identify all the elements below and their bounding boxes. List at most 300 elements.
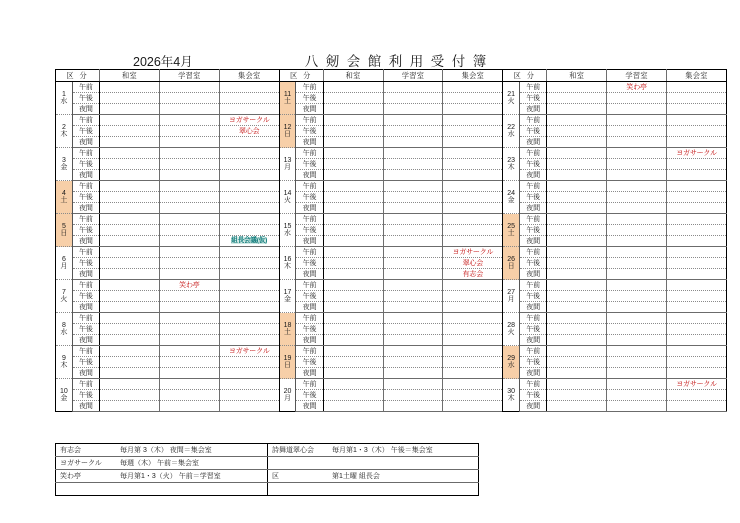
empty-booking-cell[interactable] <box>100 324 160 335</box>
empty-booking-cell[interactable] <box>159 346 219 357</box>
empty-booking-cell[interactable] <box>383 346 443 357</box>
empty-booking-cell[interactable] <box>607 170 667 181</box>
date-cell[interactable] <box>279 115 296 148</box>
empty-booking-cell[interactable] <box>667 192 727 203</box>
empty-booking-cell[interactable] <box>667 368 727 379</box>
empty-booking-cell[interactable] <box>667 214 727 225</box>
empty-booking-cell[interactable] <box>667 269 727 280</box>
empty-booking-cell[interactable] <box>443 159 503 170</box>
empty-booking-cell[interactable] <box>323 93 383 104</box>
empty-booking-cell[interactable] <box>219 104 279 115</box>
empty-booking-cell[interactable] <box>667 291 727 302</box>
date-cell[interactable] <box>56 214 73 247</box>
empty-booking-cell[interactable] <box>100 192 160 203</box>
empty-booking-cell[interactable] <box>547 280 607 291</box>
empty-booking-cell[interactable] <box>383 269 443 280</box>
date-cell[interactable] <box>56 115 73 148</box>
date-cell[interactable] <box>279 82 296 115</box>
empty-booking-cell[interactable] <box>100 181 160 192</box>
date-cell[interactable] <box>56 148 73 181</box>
date-cell[interactable] <box>56 346 73 379</box>
empty-booking-cell[interactable] <box>383 181 443 192</box>
empty-booking-cell[interactable] <box>323 302 383 313</box>
empty-booking-cell[interactable] <box>323 181 383 192</box>
empty-booking-cell[interactable] <box>100 357 160 368</box>
empty-booking-cell[interactable] <box>323 203 383 214</box>
empty-booking-cell[interactable] <box>607 258 667 269</box>
empty-booking-cell[interactable] <box>383 104 443 115</box>
booking-cell[interactable] <box>443 247 503 258</box>
empty-booking-cell[interactable] <box>323 258 383 269</box>
empty-booking-cell[interactable] <box>667 236 727 247</box>
empty-booking-cell[interactable] <box>547 258 607 269</box>
empty-booking-cell[interactable] <box>667 390 727 401</box>
empty-booking-cell[interactable] <box>219 82 279 93</box>
empty-booking-cell[interactable] <box>667 225 727 236</box>
empty-booking-cell[interactable] <box>219 258 279 269</box>
empty-booking-cell[interactable] <box>100 291 160 302</box>
empty-booking-cell[interactable] <box>383 214 443 225</box>
empty-booking-cell[interactable] <box>159 214 219 225</box>
empty-booking-cell[interactable] <box>443 346 503 357</box>
empty-booking-cell[interactable] <box>547 170 607 181</box>
empty-booking-cell[interactable] <box>159 368 219 379</box>
empty-booking-cell[interactable] <box>159 390 219 401</box>
date-cell[interactable] <box>56 181 73 214</box>
empty-booking-cell[interactable] <box>219 324 279 335</box>
date-cell[interactable] <box>503 115 520 148</box>
empty-booking-cell[interactable] <box>323 368 383 379</box>
empty-booking-cell[interactable] <box>100 148 160 159</box>
empty-booking-cell[interactable] <box>100 115 160 126</box>
empty-booking-cell[interactable] <box>667 302 727 313</box>
empty-booking-cell[interactable] <box>323 137 383 148</box>
empty-booking-cell[interactable] <box>219 302 279 313</box>
empty-booking-cell[interactable] <box>219 225 279 236</box>
empty-booking-cell[interactable] <box>383 170 443 181</box>
empty-booking-cell[interactable] <box>100 390 160 401</box>
empty-booking-cell[interactable] <box>607 203 667 214</box>
empty-booking-cell[interactable] <box>159 258 219 269</box>
empty-booking-cell[interactable] <box>443 82 503 93</box>
empty-booking-cell[interactable] <box>443 291 503 302</box>
date-cell[interactable] <box>279 379 296 412</box>
empty-booking-cell[interactable] <box>443 214 503 225</box>
empty-booking-cell[interactable] <box>547 115 607 126</box>
empty-booking-cell[interactable] <box>219 247 279 258</box>
empty-booking-cell[interactable] <box>607 269 667 280</box>
empty-booking-cell[interactable] <box>219 93 279 104</box>
empty-booking-cell[interactable] <box>323 247 383 258</box>
empty-booking-cell[interactable] <box>607 280 667 291</box>
empty-booking-cell[interactable] <box>100 401 160 412</box>
empty-booking-cell[interactable] <box>667 203 727 214</box>
empty-booking-cell[interactable] <box>159 192 219 203</box>
empty-booking-cell[interactable] <box>547 401 607 412</box>
empty-booking-cell[interactable] <box>323 170 383 181</box>
empty-booking-cell[interactable] <box>547 192 607 203</box>
empty-booking-cell[interactable] <box>100 313 160 324</box>
empty-booking-cell[interactable] <box>159 104 219 115</box>
empty-booking-cell[interactable] <box>667 247 727 258</box>
empty-booking-cell[interactable] <box>607 93 667 104</box>
empty-booking-cell[interactable] <box>383 115 443 126</box>
booking-cell[interactable] <box>443 269 503 280</box>
empty-booking-cell[interactable] <box>159 379 219 390</box>
date-cell[interactable] <box>279 247 296 280</box>
date-cell[interactable] <box>279 148 296 181</box>
empty-booking-cell[interactable] <box>323 115 383 126</box>
empty-booking-cell[interactable] <box>219 291 279 302</box>
empty-booking-cell[interactable] <box>219 269 279 280</box>
empty-booking-cell[interactable] <box>607 368 667 379</box>
empty-booking-cell[interactable] <box>607 390 667 401</box>
empty-booking-cell[interactable] <box>443 390 503 401</box>
empty-booking-cell[interactable] <box>159 247 219 258</box>
date-cell[interactable] <box>503 148 520 181</box>
empty-booking-cell[interactable] <box>323 335 383 346</box>
empty-booking-cell[interactable] <box>323 126 383 137</box>
empty-booking-cell[interactable] <box>159 269 219 280</box>
empty-booking-cell[interactable] <box>159 291 219 302</box>
empty-booking-cell[interactable] <box>159 181 219 192</box>
date-cell[interactable] <box>56 379 73 412</box>
empty-booking-cell[interactable] <box>383 390 443 401</box>
empty-booking-cell[interactable] <box>667 170 727 181</box>
empty-booking-cell[interactable] <box>159 335 219 346</box>
empty-booking-cell[interactable] <box>443 203 503 214</box>
empty-booking-cell[interactable] <box>159 126 219 137</box>
empty-booking-cell[interactable] <box>607 247 667 258</box>
empty-booking-cell[interactable] <box>323 357 383 368</box>
empty-booking-cell[interactable] <box>323 346 383 357</box>
date-cell[interactable] <box>503 214 520 247</box>
empty-booking-cell[interactable] <box>219 170 279 181</box>
empty-booking-cell[interactable] <box>383 401 443 412</box>
booking-cell[interactable] <box>607 82 667 93</box>
empty-booking-cell[interactable] <box>219 192 279 203</box>
empty-booking-cell[interactable] <box>667 115 727 126</box>
empty-booking-cell[interactable] <box>443 313 503 324</box>
empty-booking-cell[interactable] <box>547 302 607 313</box>
empty-booking-cell[interactable] <box>100 302 160 313</box>
date-cell[interactable] <box>56 247 73 280</box>
empty-booking-cell[interactable] <box>100 104 160 115</box>
empty-booking-cell[interactable] <box>383 291 443 302</box>
empty-booking-cell[interactable] <box>219 203 279 214</box>
empty-booking-cell[interactable] <box>159 302 219 313</box>
date-cell[interactable] <box>503 346 520 379</box>
empty-booking-cell[interactable] <box>323 214 383 225</box>
empty-booking-cell[interactable] <box>443 236 503 247</box>
empty-booking-cell[interactable] <box>100 247 160 258</box>
empty-booking-cell[interactable] <box>607 225 667 236</box>
empty-booking-cell[interactable] <box>323 236 383 247</box>
booking-cell[interactable] <box>219 346 279 357</box>
empty-booking-cell[interactable] <box>547 137 607 148</box>
empty-booking-cell[interactable] <box>159 313 219 324</box>
empty-booking-cell[interactable] <box>219 335 279 346</box>
date-cell[interactable] <box>503 181 520 214</box>
empty-booking-cell[interactable] <box>323 280 383 291</box>
booking-cell[interactable] <box>219 126 279 137</box>
empty-booking-cell[interactable] <box>323 148 383 159</box>
empty-booking-cell[interactable] <box>607 126 667 137</box>
empty-booking-cell[interactable] <box>443 357 503 368</box>
empty-booking-cell[interactable] <box>159 115 219 126</box>
empty-booking-cell[interactable] <box>323 379 383 390</box>
empty-booking-cell[interactable] <box>100 368 160 379</box>
empty-booking-cell[interactable] <box>323 313 383 324</box>
empty-booking-cell[interactable] <box>607 379 667 390</box>
empty-booking-cell[interactable] <box>547 390 607 401</box>
empty-booking-cell[interactable] <box>383 258 443 269</box>
empty-booking-cell[interactable] <box>219 390 279 401</box>
booking-cell[interactable] <box>219 236 279 247</box>
empty-booking-cell[interactable] <box>667 126 727 137</box>
empty-booking-cell[interactable] <box>547 225 607 236</box>
empty-booking-cell[interactable] <box>323 324 383 335</box>
empty-booking-cell[interactable] <box>383 280 443 291</box>
empty-booking-cell[interactable] <box>547 104 607 115</box>
empty-booking-cell[interactable] <box>219 148 279 159</box>
empty-booking-cell[interactable] <box>100 346 160 357</box>
empty-booking-cell[interactable] <box>443 192 503 203</box>
empty-booking-cell[interactable] <box>100 258 160 269</box>
booking-cell[interactable] <box>219 115 279 126</box>
date-cell[interactable] <box>279 346 296 379</box>
date-cell[interactable] <box>503 313 520 346</box>
empty-booking-cell[interactable] <box>159 225 219 236</box>
empty-booking-cell[interactable] <box>547 368 607 379</box>
empty-booking-cell[interactable] <box>159 82 219 93</box>
empty-booking-cell[interactable] <box>323 269 383 280</box>
empty-booking-cell[interactable] <box>607 214 667 225</box>
empty-booking-cell[interactable] <box>607 148 667 159</box>
empty-booking-cell[interactable] <box>383 225 443 236</box>
empty-booking-cell[interactable] <box>443 126 503 137</box>
empty-booking-cell[interactable] <box>219 181 279 192</box>
empty-booking-cell[interactable] <box>100 236 160 247</box>
empty-booking-cell[interactable] <box>667 82 727 93</box>
empty-booking-cell[interactable] <box>547 93 607 104</box>
empty-booking-cell[interactable] <box>607 104 667 115</box>
empty-booking-cell[interactable] <box>159 148 219 159</box>
empty-booking-cell[interactable] <box>547 82 607 93</box>
empty-booking-cell[interactable] <box>607 302 667 313</box>
empty-booking-cell[interactable] <box>443 280 503 291</box>
empty-booking-cell[interactable] <box>607 181 667 192</box>
empty-booking-cell[interactable] <box>547 214 607 225</box>
empty-booking-cell[interactable] <box>100 137 160 148</box>
empty-booking-cell[interactable] <box>219 357 279 368</box>
empty-booking-cell[interactable] <box>443 379 503 390</box>
empty-booking-cell[interactable] <box>100 126 160 137</box>
empty-booking-cell[interactable] <box>383 247 443 258</box>
empty-booking-cell[interactable] <box>100 379 160 390</box>
date-cell[interactable] <box>279 313 296 346</box>
empty-booking-cell[interactable] <box>100 225 160 236</box>
empty-booking-cell[interactable] <box>383 93 443 104</box>
empty-booking-cell[interactable] <box>100 93 160 104</box>
empty-booking-cell[interactable] <box>667 401 727 412</box>
empty-booking-cell[interactable] <box>547 181 607 192</box>
empty-booking-cell[interactable] <box>547 313 607 324</box>
empty-booking-cell[interactable] <box>383 192 443 203</box>
empty-booking-cell[interactable] <box>159 401 219 412</box>
empty-booking-cell[interactable] <box>667 357 727 368</box>
empty-booking-cell[interactable] <box>443 368 503 379</box>
empty-booking-cell[interactable] <box>219 280 279 291</box>
empty-booking-cell[interactable] <box>607 236 667 247</box>
empty-booking-cell[interactable] <box>383 82 443 93</box>
empty-booking-cell[interactable] <box>100 280 160 291</box>
empty-booking-cell[interactable] <box>443 115 503 126</box>
empty-booking-cell[interactable] <box>323 104 383 115</box>
empty-booking-cell[interactable] <box>383 335 443 346</box>
empty-booking-cell[interactable] <box>667 104 727 115</box>
empty-booking-cell[interactable] <box>547 335 607 346</box>
empty-booking-cell[interactable] <box>100 159 160 170</box>
empty-booking-cell[interactable] <box>547 126 607 137</box>
empty-booking-cell[interactable] <box>547 379 607 390</box>
empty-booking-cell[interactable] <box>323 291 383 302</box>
empty-booking-cell[interactable] <box>607 357 667 368</box>
empty-booking-cell[interactable] <box>323 401 383 412</box>
empty-booking-cell[interactable] <box>667 159 727 170</box>
empty-booking-cell[interactable] <box>443 324 503 335</box>
empty-booking-cell[interactable] <box>219 313 279 324</box>
booking-cell[interactable] <box>443 258 503 269</box>
booking-cell[interactable] <box>667 379 727 390</box>
empty-booking-cell[interactable] <box>383 159 443 170</box>
empty-booking-cell[interactable] <box>443 335 503 346</box>
empty-booking-cell[interactable] <box>607 137 667 148</box>
empty-booking-cell[interactable] <box>159 203 219 214</box>
empty-booking-cell[interactable] <box>443 302 503 313</box>
empty-booking-cell[interactable] <box>443 170 503 181</box>
empty-booking-cell[interactable] <box>383 236 443 247</box>
empty-booking-cell[interactable] <box>667 346 727 357</box>
empty-booking-cell[interactable] <box>159 324 219 335</box>
empty-booking-cell[interactable] <box>383 368 443 379</box>
empty-booking-cell[interactable] <box>607 335 667 346</box>
empty-booking-cell[interactable] <box>547 148 607 159</box>
date-cell[interactable] <box>56 280 73 313</box>
date-cell[interactable] <box>503 82 520 115</box>
date-cell[interactable] <box>503 247 520 280</box>
empty-booking-cell[interactable] <box>607 324 667 335</box>
date-cell[interactable] <box>56 313 73 346</box>
date-cell[interactable] <box>503 379 520 412</box>
empty-booking-cell[interactable] <box>547 159 607 170</box>
empty-booking-cell[interactable] <box>547 324 607 335</box>
empty-booking-cell[interactable] <box>323 82 383 93</box>
empty-booking-cell[interactable] <box>383 313 443 324</box>
empty-booking-cell[interactable] <box>323 390 383 401</box>
empty-booking-cell[interactable] <box>100 203 160 214</box>
empty-booking-cell[interactable] <box>383 137 443 148</box>
empty-booking-cell[interactable] <box>219 159 279 170</box>
empty-booking-cell[interactable] <box>667 335 727 346</box>
empty-booking-cell[interactable] <box>607 313 667 324</box>
empty-booking-cell[interactable] <box>100 269 160 280</box>
empty-booking-cell[interactable] <box>607 291 667 302</box>
empty-booking-cell[interactable] <box>159 137 219 148</box>
empty-booking-cell[interactable] <box>383 126 443 137</box>
empty-booking-cell[interactable] <box>667 258 727 269</box>
empty-booking-cell[interactable] <box>383 203 443 214</box>
empty-booking-cell[interactable] <box>667 137 727 148</box>
empty-booking-cell[interactable] <box>219 368 279 379</box>
booking-cell[interactable] <box>159 280 219 291</box>
empty-booking-cell[interactable] <box>219 214 279 225</box>
empty-booking-cell[interactable] <box>443 148 503 159</box>
date-cell[interactable] <box>503 280 520 313</box>
empty-booking-cell[interactable] <box>100 82 160 93</box>
empty-booking-cell[interactable] <box>443 401 503 412</box>
empty-booking-cell[interactable] <box>443 181 503 192</box>
empty-booking-cell[interactable] <box>219 379 279 390</box>
empty-booking-cell[interactable] <box>443 225 503 236</box>
empty-booking-cell[interactable] <box>547 203 607 214</box>
empty-booking-cell[interactable] <box>100 214 160 225</box>
date-cell[interactable] <box>279 181 296 214</box>
empty-booking-cell[interactable] <box>443 137 503 148</box>
empty-booking-cell[interactable] <box>607 159 667 170</box>
empty-booking-cell[interactable] <box>383 379 443 390</box>
empty-booking-cell[interactable] <box>219 137 279 148</box>
date-cell[interactable] <box>279 280 296 313</box>
empty-booking-cell[interactable] <box>159 357 219 368</box>
empty-booking-cell[interactable] <box>667 324 727 335</box>
empty-booking-cell[interactable] <box>547 291 607 302</box>
empty-booking-cell[interactable] <box>607 115 667 126</box>
empty-booking-cell[interactable] <box>443 93 503 104</box>
empty-booking-cell[interactable] <box>100 170 160 181</box>
empty-booking-cell[interactable] <box>443 104 503 115</box>
empty-booking-cell[interactable] <box>607 346 667 357</box>
empty-booking-cell[interactable] <box>383 148 443 159</box>
empty-booking-cell[interactable] <box>323 192 383 203</box>
empty-booking-cell[interactable] <box>159 93 219 104</box>
booking-cell[interactable] <box>667 148 727 159</box>
empty-booking-cell[interactable] <box>547 346 607 357</box>
empty-booking-cell[interactable] <box>159 159 219 170</box>
empty-booking-cell[interactable] <box>219 401 279 412</box>
empty-booking-cell[interactable] <box>607 192 667 203</box>
empty-booking-cell[interactable] <box>667 280 727 291</box>
empty-booking-cell[interactable] <box>547 269 607 280</box>
empty-booking-cell[interactable] <box>667 93 727 104</box>
empty-booking-cell[interactable] <box>159 236 219 247</box>
empty-booking-cell[interactable] <box>547 357 607 368</box>
empty-booking-cell[interactable] <box>383 302 443 313</box>
empty-booking-cell[interactable] <box>159 170 219 181</box>
empty-booking-cell[interactable] <box>323 159 383 170</box>
empty-booking-cell[interactable] <box>667 181 727 192</box>
empty-booking-cell[interactable] <box>607 401 667 412</box>
empty-booking-cell[interactable] <box>383 324 443 335</box>
date-cell[interactable] <box>279 214 296 247</box>
date-cell[interactable] <box>56 82 73 115</box>
empty-booking-cell[interactable] <box>547 247 607 258</box>
empty-booking-cell[interactable] <box>383 357 443 368</box>
empty-booking-cell[interactable] <box>667 313 727 324</box>
empty-booking-cell[interactable] <box>547 236 607 247</box>
empty-booking-cell[interactable] <box>100 335 160 346</box>
empty-booking-cell[interactable] <box>323 225 383 236</box>
